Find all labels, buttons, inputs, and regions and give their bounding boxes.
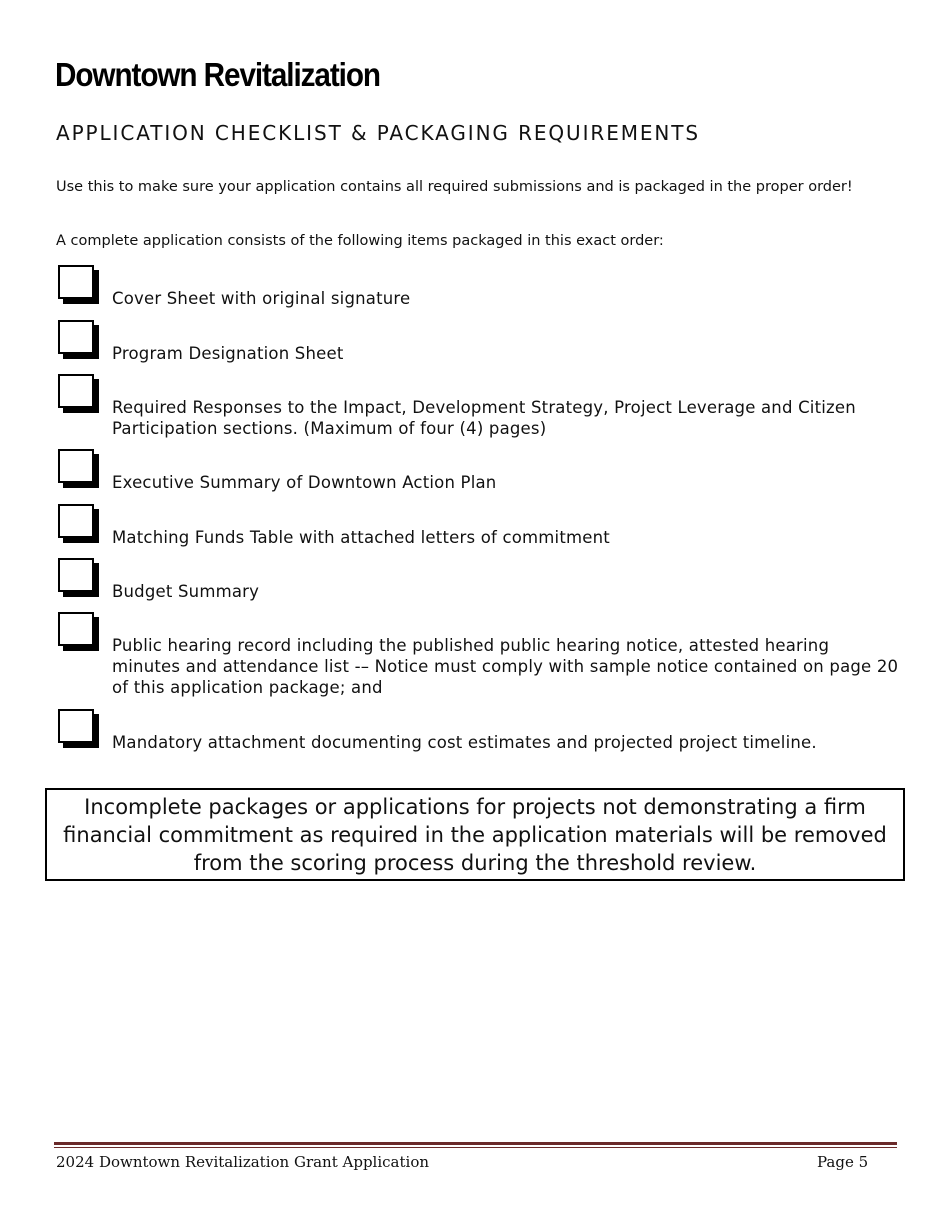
checklist-item-label: Matching Funds Table with attached letters of commitment <box>112 528 610 547</box>
checkbox[interactable] <box>58 320 94 354</box>
checkbox[interactable] <box>58 709 94 743</box>
checkbox[interactable] <box>58 558 94 592</box>
checkbox[interactable] <box>58 374 94 408</box>
page-title: Downtown Revitalization <box>55 56 380 93</box>
checklist-item-label: Mandatory attachment documenting cost estimates and projected project timeline. <box>112 733 817 752</box>
checklist-item-label: Cover Sheet with original signature <box>112 289 411 308</box>
footer-divider <box>54 1142 897 1145</box>
warning-notice-box <box>45 788 905 881</box>
checklist-item-label: Required Responses to the Impact, Development Strategy, Project Leverage and Citizen Participation sections. (Maximum of four (4) pages) <box>112 398 856 438</box>
checklist-item-label: Public hearing record including the published public hearing notice, attested hearing minutes and attendance list -– Notice must comply with sample notice contained on page 20 of this application package; and <box>112 636 899 697</box>
warning-notice-text: Incomplete packages or applications for projects not demonstrating a firm financial commitment as required in the application materials will be removed from the scoring process during the threshold review. <box>63 794 887 875</box>
checkbox[interactable] <box>58 612 94 646</box>
lead-paragraph: A complete application consists of the following items packaged in this exact order: <box>56 233 664 249</box>
checkbox[interactable] <box>58 265 94 299</box>
intro-paragraph: Use this to make sure your application contains all required submissions and is packaged in the proper order! <box>56 179 853 195</box>
footer-document-title: 2024 Downtown Revitalization Grant Application <box>56 1153 430 1171</box>
checkbox[interactable] <box>58 449 94 483</box>
page-subtitle: APPLICATION CHECKLIST & PACKAGING REQUIREMENTS <box>56 121 700 145</box>
page-number: Page 5 <box>817 1153 869 1171</box>
checklist-item-label: Executive Summary of Downtown Action Plan <box>112 473 497 492</box>
checklist-item-label: Budget Summary <box>112 582 260 601</box>
checkbox[interactable] <box>58 504 94 538</box>
checklist-item-label: Program Designation Sheet <box>112 344 344 363</box>
footer-divider-thin <box>54 1147 897 1148</box>
